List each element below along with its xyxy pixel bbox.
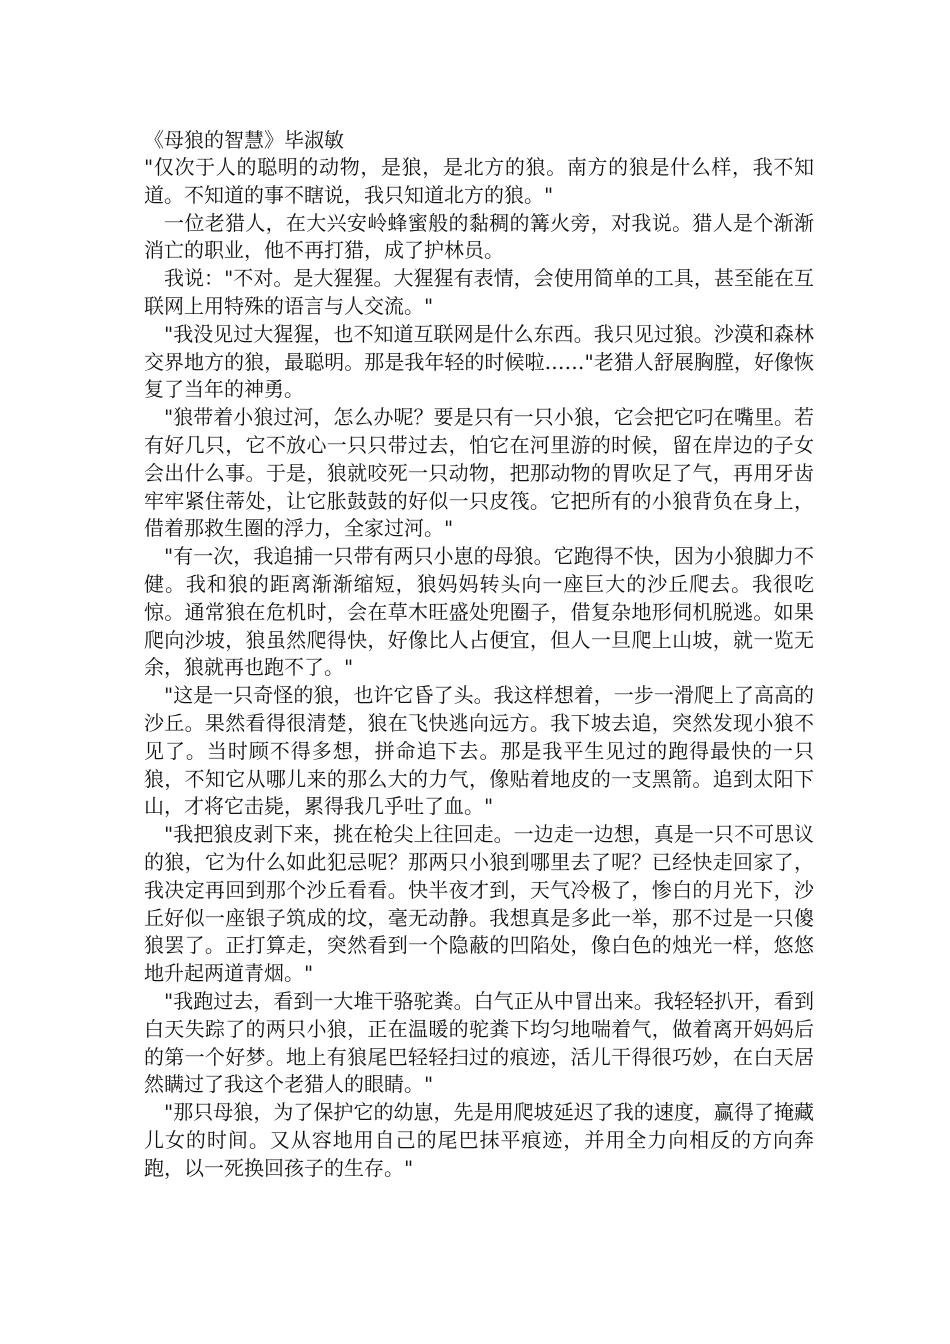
paragraph-1: "仅次于人的聪明的动物，是狼，是北方的狼。南方的狼是什么样，我不知道。不知道的事不瞎说，我只知道北方的狼。" — [144, 155, 814, 207]
paragraph-2: 一位老猎人，在大兴安岭蜂蜜般的黏稠的篝火旁，对我说。猎人是个渐渐消亡的职业，他不再打猎，成了护林员。 — [144, 210, 814, 263]
paragraph-7: "这是一只奇怪的狼，也许它昏了头。我这样想着，一步一滑爬上了高高的沙丘。果然看得很清楚，狼在飞快逃向远方。我下坡去追，突然发现小狼不见了。当时顾不得多想，拼命追下去。那是我平生见过的跑得最快的一只狼，不知它从哪儿来的那么大的力气，像贴着地皮的一支黑箭。追到太阳下山，才将它击毙，累得我几乎吐了血。" — [144, 683, 814, 819]
paragraph-9: "我跑过去，看到一大堆干骆驼粪。白气正从中冒出来。我轻轻扒开，看到白天失踪了的两只小狼，正在温暖的驼粪下均匀地喘着气，做着离开妈妈后的第一个好梦。地上有狼尾巴轻轻扫过的痕迹，活儿干得很巧妙，在白天居然瞒过了我这个老猎人的眼睛。" — [144, 988, 814, 1097]
paragraph-8: "我把狼皮剥下来，挑在枪尖上往回走。一边走一边想，真是一只不可思议的狼，它为什么如此犯忌呢？那两只小狼到哪里去了呢？已经快走回家了，我决定再回到那个沙丘看看。快半夜才到，天气冷极了，惨白的月光下，沙丘好似一座银子筑成的坟，毫无动静。我想真是多此一举，那不过是一只傻狼罢了。正打算走，突然看到一个隐蔽的凹陷处，像白色的烛光一样，悠悠地升起两道青烟。" — [144, 822, 814, 986]
paragraph-10: "那只母狼，为了保护它的幼崽，先是用爬坡延迟了我的速度，赢得了掩藏儿女的时间。又从容地用自己的尾巴抹平痕迹，并用全力向相反的方向奔跑，以一死换回孩子的生存。" — [144, 1100, 814, 1180]
paragraph-6: "有一次，我追捕一只带有两只小崽的母狼。它跑得不快，因为小狼脚力不健。我和狼的距离渐渐缩短，狼妈妈转头向一座巨大的沙丘爬去。我很吃惊。通常狼在危机时，会在草木旺盛处兜圈子，借复杂地形伺机脱逃。如果爬向沙坡，狼虽然爬得快，好像比人占便宜，但人一旦爬上山坡，就一览无余，狼就再也跑不了。" — [144, 544, 814, 680]
paragraph-3: 我说："不对。是大猩猩。大猩猩有表情，会使用简单的工具，甚至能在互联网上用特殊的语言与人交流。" — [144, 266, 814, 318]
paragraph-4: "我没见过大猩猩，也不知道互联网是什么东西。我只见过狼。沙漠和森林交界地方的狼，最聪明。那是我年轻的时候啦……"老猎人舒展胸膛，好像恢复了当年的神勇。 — [144, 321, 814, 402]
document-title: 《母狼的智慧》毕淑敏 — [144, 128, 344, 152]
paragraph-5: "狼带着小狼过河，怎么办呢？要是只有一只小狼，它会把它叼在嘴里。若有好几只，它不放心一只只带过去，怕它在河里游的时候，留在岸边的子女会出什么事。于是，狼就咬死一只动物，把那动物的胃吹足了气，再用牙齿牢牢紧住蒂处，让它胀鼓鼓的好似一只皮筏。它把所有的小狼背负在身上，借着那救生圈的浮力，全家过河。" — [144, 405, 814, 541]
